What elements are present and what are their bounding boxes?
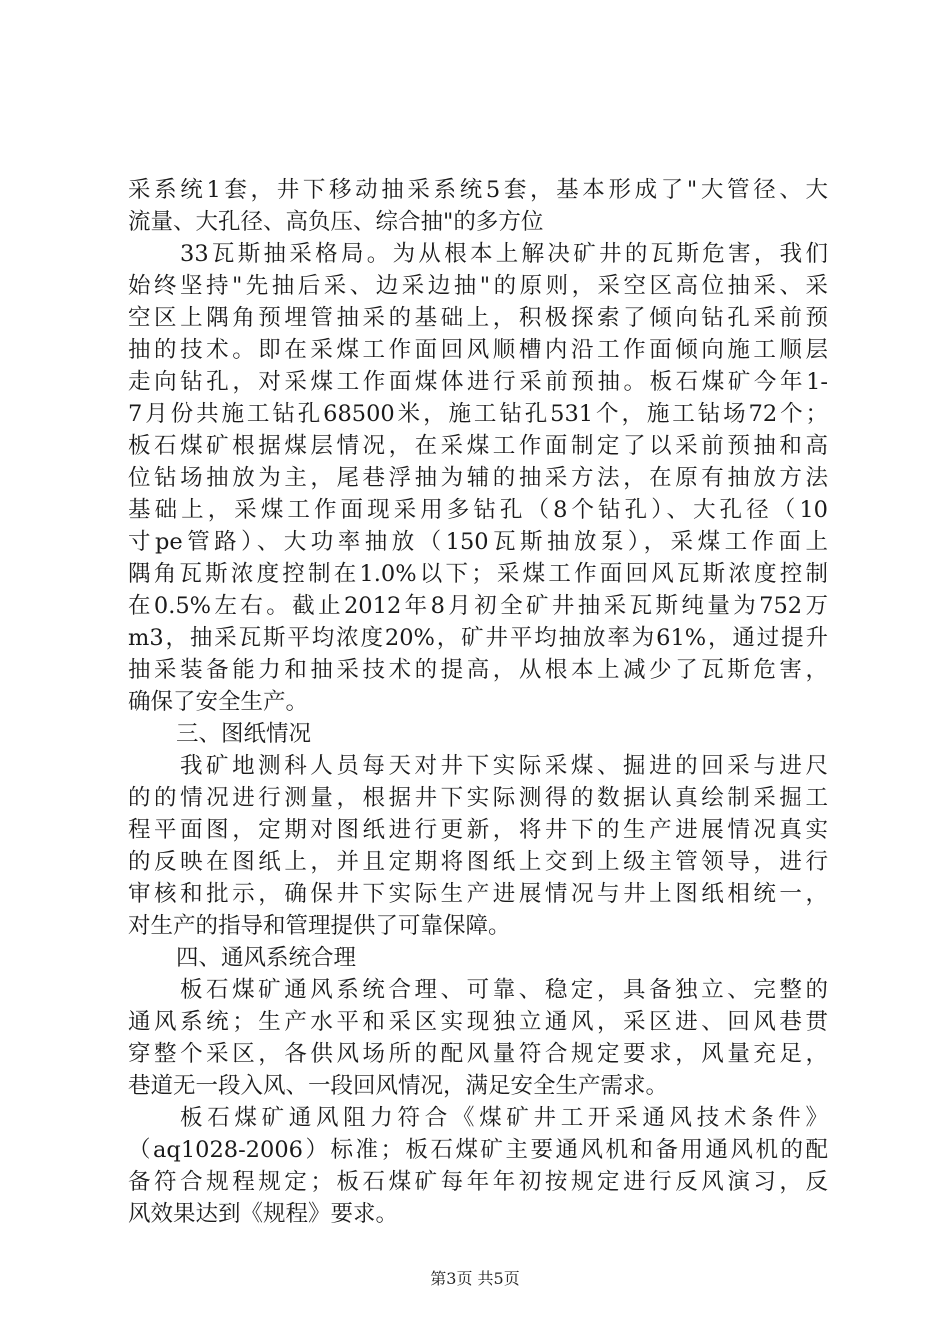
text-line: 确保了安全生产。 xyxy=(128,689,309,715)
text-line: 巷道无一段入风、一段回风情况，满足安全生产需求。 xyxy=(128,1073,669,1099)
text-line: 风效果达到《规程》要求。 xyxy=(128,1201,399,1227)
section-heading: 四、通风系统合理 xyxy=(176,945,357,971)
text-line: 的的情况进行测量，根据井下实际测得的数据认真绘制采掘工 xyxy=(128,785,828,811)
text-line: 隅角瓦斯浓度控制在1.0%以下；采煤工作面回风瓦斯浓度控制 xyxy=(128,561,828,587)
text-line: 抽采装备能力和抽采技术的提高，从根本上减少了瓦斯危害， xyxy=(128,657,828,683)
text-line: 对生产的指导和管理提供了可靠保障。 xyxy=(128,913,511,939)
text-line: 备符合规程规定；板石煤矿每年年初按规定进行反风演习，反 xyxy=(128,1169,828,1195)
text-line: 我矿地测科人员每天对井下实际采煤、掘进的回采与进尺 xyxy=(180,753,828,779)
text-line: m3，抽采瓦斯平均浓度20%，矿井平均抽放率为61%，通过提升 xyxy=(128,625,828,651)
text-line: 在0.5%左右。截止2012年8月初全矿井抽采瓦斯纯量为752万 xyxy=(128,593,828,619)
text-line: 始终坚持"先抽后采、边采边抽"的原则，采空区高位抽采、采 xyxy=(128,273,828,299)
section-heading: 三、图纸情况 xyxy=(176,721,312,747)
text-line: 寸pe管路）、大功率抽放（150瓦斯抽放泵），采煤工作面上 xyxy=(128,529,828,555)
text-line: 流量、大孔径、高负压、综合抽"的多方位 xyxy=(128,209,544,235)
text-line: 33瓦斯抽采格局。为从根本上解决矿井的瓦斯危害，我们 xyxy=(180,241,828,267)
text-line: 的反映在图纸上，并且定期将图纸上交到上级主管领导，进行 xyxy=(128,849,828,875)
text-line: 采系统1套，井下移动抽采系统5套，基本形成了"大管径、大 xyxy=(128,177,828,203)
text-line: 程平面图，定期对图纸进行更新，将井下的生产进展情况真实 xyxy=(128,817,828,843)
text-line: 空区上隅角预埋管抽采的基础上，积极探索了倾向钻孔采前预 xyxy=(128,305,828,331)
text-line: 审核和批示，确保井下实际生产进展情况与井上图纸相统一， xyxy=(128,881,828,907)
page-footer: 第3页 共5页 xyxy=(430,1269,520,1288)
text-line: 7月份共施工钻孔68500米，施工钻孔531个，施工钻场72个； xyxy=(128,401,828,427)
text-line: 位钻场抽放为主，尾巷浮抽为辅的抽采方法，在原有抽放方法 xyxy=(128,465,828,491)
text-line: 板石煤矿通风阻力符合《煤矿井工开采通风技术条件》 xyxy=(180,1105,828,1131)
text-line: 板石煤矿根据煤层情况，在采煤工作面制定了以采前预抽和高 xyxy=(128,433,828,459)
text-line: 走向钻孔，对采煤工作面煤体进行采前预抽。板石煤矿今年1- xyxy=(128,369,828,395)
text-line: 通风系统；生产水平和采区实现独立通风，采区进、回风巷贯 xyxy=(128,1009,828,1035)
document-body xyxy=(128,174,828,1230)
text-line: 抽的技术。即在采煤工作面回风顺槽内沿工作面倾向施工顺层 xyxy=(128,337,828,363)
text-line: （aq1028-2006）标准；板石煤矿主要通风机和备用通风机的配 xyxy=(128,1137,828,1163)
text-line: 穿整个采区，各供风场所的配风量符合规定要求，风量充足， xyxy=(128,1041,828,1067)
text-line: 板石煤矿通风系统合理、可靠、稳定，具备独立、完整的 xyxy=(180,977,828,1003)
text-line: 基础上，采煤工作面现采用多钻孔（8个钻孔）、大孔径（10 xyxy=(128,497,828,523)
